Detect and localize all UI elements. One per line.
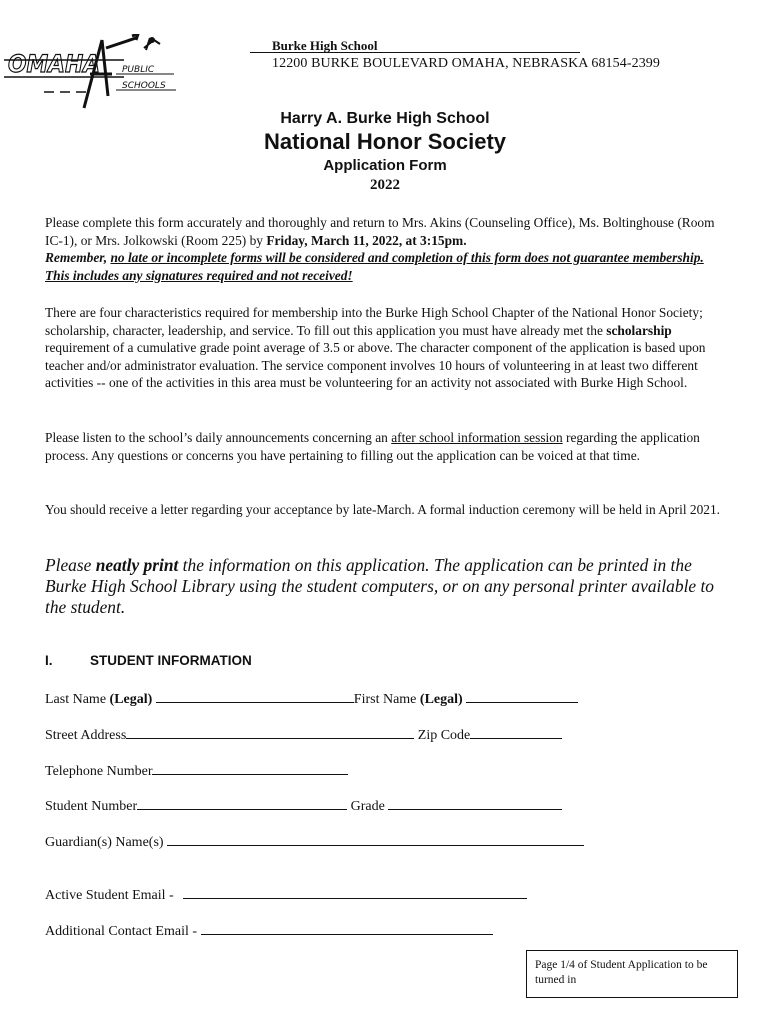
zip-label: Zip Code — [417, 728, 471, 743]
telephone-label: Telephone Number — [45, 764, 153, 779]
requirements-text-1: There are four characteristics required for membership into the Burke High School Chapter of the National Honor Society; scholarship, character, leadership, and service. To fill out this application you must have already met the — [45, 305, 703, 338]
announcements-text-2: regarding the application process. Any questions or concerns you have pertaining to filling out the application can be voiced at that time. — [45, 430, 700, 463]
telephone-row — [45, 761, 348, 780]
intro-text: Please complete this form accurately and thoroughly and return to Mrs. Akins (Counseling Office), Ms. Boltinghouse (Room IC-1), or Mrs. Jolkowski (Room 225) by — [45, 215, 715, 248]
announcements-text-1: Please listen to the school’s daily announcements concerning an — [45, 430, 392, 445]
telephone-field[interactable] — [152, 761, 348, 775]
student-number-field[interactable] — [137, 796, 347, 810]
school-address: 12200 BURKE BOULEVARD OMAHA, NEBRASKA 68154-2399 — [272, 56, 661, 71]
page-note-box: Page 1/4 of Student Application to be turned in — [526, 950, 738, 998]
form-title: Application Form — [323, 157, 447, 174]
active-email-row — [45, 885, 527, 904]
name-row — [45, 689, 578, 708]
print-note-text-2: the information on this application. The application can be printed in the Burke High School Library using the student computers, or on any personal printer available to the student. — [45, 555, 714, 617]
active-email-label: Active Student Email - — [45, 888, 174, 903]
street-label: Street Address — [45, 728, 127, 743]
additional-email-row — [45, 921, 493, 940]
legal-label-2: (Legal) — [419, 692, 463, 707]
legal-label-1: (Legal) — [109, 692, 153, 707]
acceptance-paragraph: You should receive a letter regarding your acceptance by late-March. A formal induction ceremony will be held in April 2021. — [45, 502, 721, 517]
section-title: STUDENT INFORMATION — [90, 653, 252, 668]
zip-field[interactable] — [470, 725, 562, 739]
logo-sub1: PUBLIC — [122, 65, 155, 75]
announcements-paragraph — [45, 429, 725, 464]
remember-text: no late or incomplete forms will be considered and completion of this form does not guarantee membership. This includes any signatures required and not received! — [45, 250, 704, 283]
deadline: Friday, March 11, 2022, at 3:15pm. — [266, 232, 467, 248]
logo-sub2: SCHOOLS — [122, 81, 166, 91]
school-name: Burke High School — [272, 38, 378, 53]
requirements-paragraph — [45, 304, 725, 392]
society-title: National Honor Society — [263, 129, 507, 154]
requirements-text-2: requirement of a cumulative grade point average of 3.5 or above. The character component of the application is based upon teacher and/or administrator evaluation. The service component involves 10 hours of volunteering in at least two different activities -- one of the activities in this area must be volunteering for an activity not associated with Burke High School. — [45, 340, 706, 390]
guardian-field[interactable] — [167, 832, 584, 846]
last-name-label: Last Name — [45, 692, 107, 707]
intro-paragraph — [45, 214, 725, 284]
additional-email-label: Additional Contact Email - — [45, 924, 198, 939]
additional-email-field[interactable] — [201, 921, 493, 935]
student-row — [45, 796, 562, 815]
scholarship-word: scholarship — [606, 322, 672, 338]
guardian-label: Guardian(s) Name(s) — [45, 835, 164, 850]
grade-label: Grade — [350, 799, 385, 814]
street-field[interactable] — [126, 725, 414, 739]
grade-field[interactable] — [388, 796, 562, 810]
student-number-label: Student Number — [45, 799, 138, 814]
last-name-field[interactable] — [156, 689, 354, 703]
first-name-label: First Name — [353, 692, 417, 707]
active-email-field[interactable] — [183, 885, 527, 899]
school-title: Harry A. Burke High School — [280, 110, 490, 127]
header-divider — [250, 52, 580, 53]
first-name-field[interactable] — [466, 689, 578, 703]
print-note — [45, 555, 735, 618]
logo-word: OMAHA — [8, 50, 100, 78]
omaha-public-schools-logo — [4, 34, 188, 114]
form-year: 2022 — [370, 177, 400, 193]
address-row — [45, 725, 562, 744]
print-note-text-1: Please — [45, 555, 96, 575]
remember-label: Remember, — [45, 250, 108, 265]
print-note-bold: neatly print — [95, 555, 179, 575]
guardian-row — [45, 832, 584, 851]
info-session: after school information session — [391, 430, 563, 445]
section-number: I. — [45, 653, 53, 668]
